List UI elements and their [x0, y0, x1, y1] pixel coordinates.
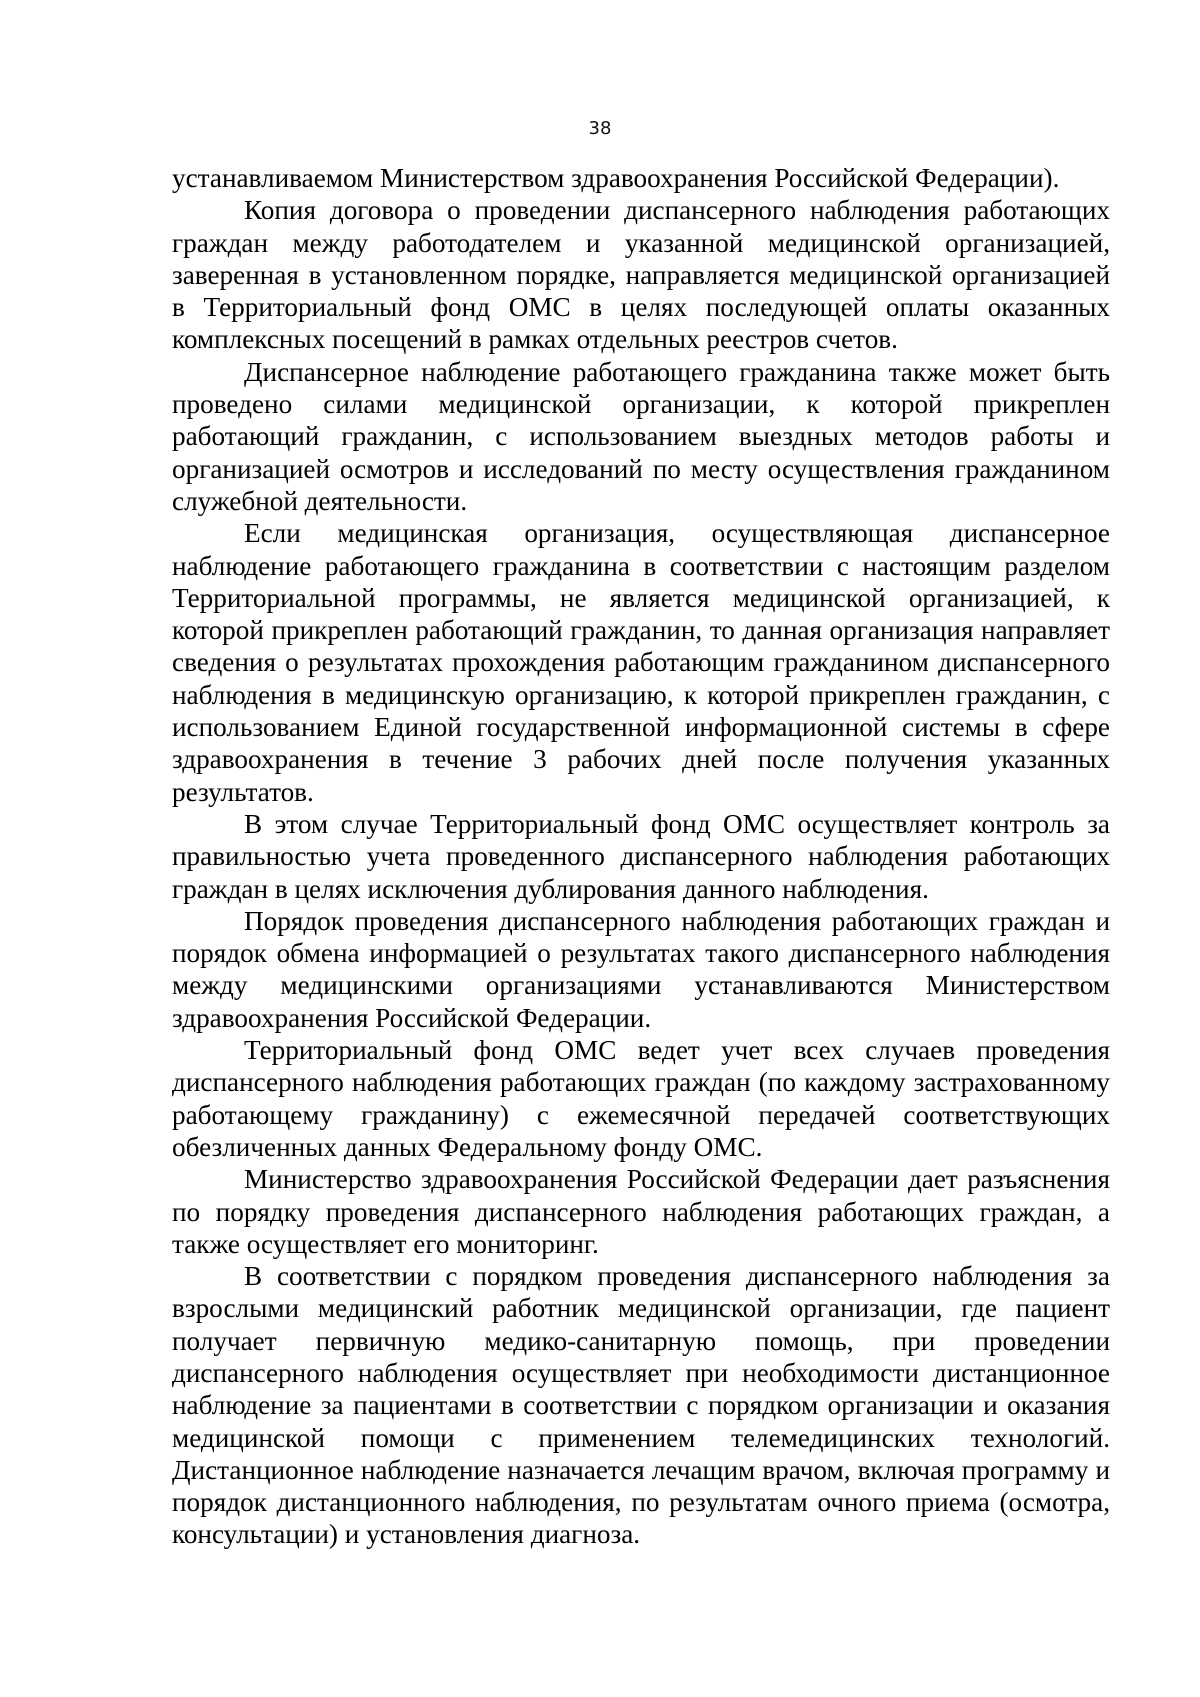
page-number: 38	[588, 118, 612, 139]
paragraph: Порядок проведения диспансерного наблюдения работающих граждан и порядок обмена информацией о результатах такого диспансерного наблюдения между медицинскими организациями устанавливаются Министерством здравоохранения Российской Федерации.	[172, 905, 1110, 1033]
paragraph: Территориальный фонд ОМС ведет учет всех случаев проведения диспансерного наблюдения работающих граждан (по каждому застрахованному работающему гражданину) с ежемесячной передачей соответствующих обезличенных данных Федеральному фонду ОМС.	[172, 1035, 1110, 1162]
document-body	[172, 162, 1110, 1551]
paragraph: устанавливаемом Министерством здравоохранения Российской Федерации).	[172, 163, 1060, 193]
paragraph: Если медицинская организация, осуществляющая диспансерное наблюдение работающего гражданина в соответствии с настоящим разделом Территориальной программы, не является медицинской организацией, к которой прикреплен работающий гражданин, то данная организация направляет сведения о результатах прохождения работающим гражданином диспансерного наблюдения в медицинскую организацию, к которой прикреплен гражданин, с использованием Единой государственной информационной системы в сфере здравоохранения в течение 3 рабочих дней после получения указанных результатов.	[172, 518, 1110, 807]
paragraph: В соответствии с порядком проведения диспансерного наблюдения за взрослыми медицинский работник медицинской организации, где пациент получает первичную медико-санитарную помощь, при проведении диспансерного наблюдения осуществляет при необходимости дистанционное наблюдение за пациентами в соответствии с порядком организации и оказания медицинской помощи с применением телемедицинских технологий. Дистанционное наблюдение назначается лечащим врачом, включая программу и порядок дистанционного наблюдения, по результатам очного приема (осмотра, консультации) и установления диагноза.	[172, 1261, 1110, 1550]
paragraph: Министерство здравоохранения Российской Федерации дает разъяснения по порядку проведения диспансерного наблюдения работающих граждан, а также осуществляет его мониторинг.	[172, 1164, 1110, 1259]
paragraph: Копия договора о проведении диспансерного наблюдения работающих граждан между работодателем и указанной медицинской организацией, заверенная в установленном порядке, направляется медицинской организацией в Территориальный фонд ОМС в целях последующей оплаты оказанных комплексных посещений в рамках отдельных реестров счетов.	[172, 195, 1110, 355]
paragraph: В этом случае Территориальный фонд ОМС осуществляет контроль за правильностью учета проведенного диспансерного наблюдения работающих граждан в целях исключения дублирования данного наблюдения.	[172, 808, 1110, 904]
paragraph: Диспансерное наблюдение работающего гражданина также может быть проведено силами медицинской организации, к которой прикреплен работающий гражданин, с использованием выездных методов работы и организацией осмотров и исследований по месту осуществления гражданином служебной деятельности.	[172, 356, 1110, 516]
